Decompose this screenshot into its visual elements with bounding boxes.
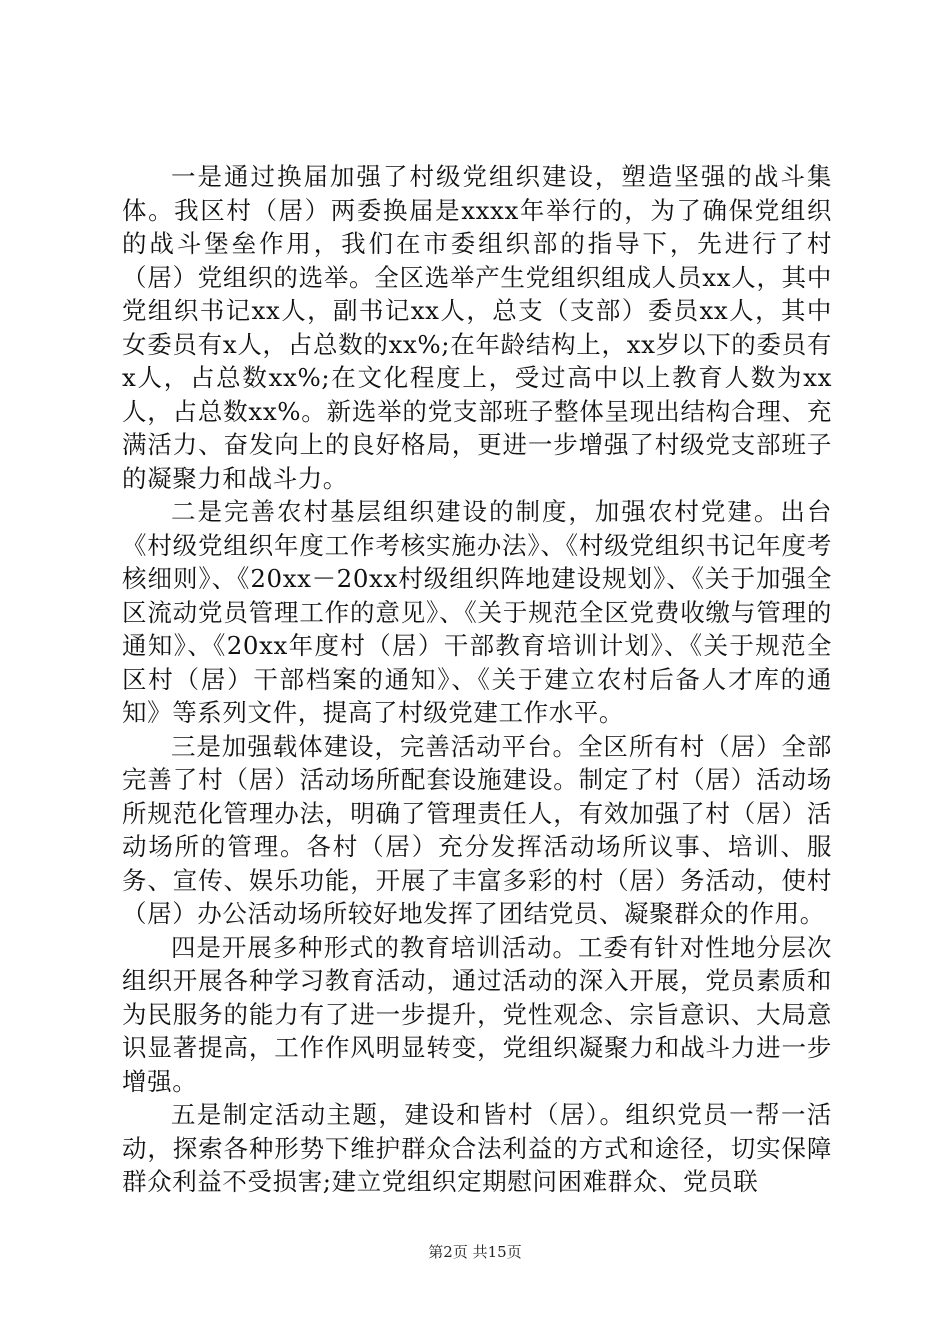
paragraph-2: 二是完善农村基层组织建设的制度，加强农村党建。出台《村级党组织年度工作考核实施办法》、《村级党组织书记年度考核细则》、《20xx－20xx村级组织阵地建设规划》、《关于加强全区流动党员管理工作的意见》、《关于规范全区党费收缴与管理的通知》、《20xx年度村（居）干部教育培训计划》、《关于规范全区村（居）干部档案的通知》、《关于建立农村后备人才库的通知》等系列文件，提高了村级党建工作水平。 <box>122 497 832 727</box>
paragraph-3: 三是加强载体建设，完善活动平台。全区所有村（居）全部完善了村（居）活动场所配套设施建设。制定了村（居）活动场所规范化管理办法，明确了管理责任人，有效加强了村（居）活动场所的管理。各村（居）充分发挥活动场所议事、培训、服务、宣传、娱乐功能，开展了丰富多彩的村（居）务活动，使村（居）办公活动场所较好地发挥了团结党员、凝聚群众的作用。 <box>122 731 832 928</box>
paragraph-4: 四是开展多种形式的教育培训活动。工委有针对性地分层次组织开展各种学习教育活动，通过活动的深入开展，党员素质和为民服务的能力有了进一步提升，党性观念、宗旨意识、大局意识显著提高，工作作风明显转变，党组织凝聚力和战斗力进一步增强。 <box>122 932 832 1096</box>
paragraph-1: 一是通过换届加强了村级党组织建设，塑造坚强的战斗集体。我区村（居）两委换届是xxxx年举行的，为了确保党组织的战斗堡垒作用，我们在市委组织部的指导下，先进行了村（居）党组织的选举。全区选举产生党组织组成人员xx人，其中党组织书记xx人，副书记xx人，总支（支部）委员xx人，其中女委员有x人，占总数的xx%;在年龄结构上，xx岁以下的委员有x人，占总数xx%;在文化程度上，受过高中以上教育人数为xx人，占总数xx%。新选举的党支部班子整体呈现出结构合理、充满活力、奋发向上的良好格局，更进一步增强了村级党支部班子的凝聚力和战斗力。 <box>122 162 832 493</box>
document-body <box>122 160 832 1199</box>
paragraph-5: 五是制定活动主题，建设和皆村（居）。组织党员一帮一活动，探索各种形势下维护群众合法利益的方式和途径，切实保障群众利益不受损害;建立党组织定期慰问困难群众、党员联 <box>122 1100 832 1196</box>
page-number-footer: 第2页 共15页 <box>428 1243 522 1261</box>
